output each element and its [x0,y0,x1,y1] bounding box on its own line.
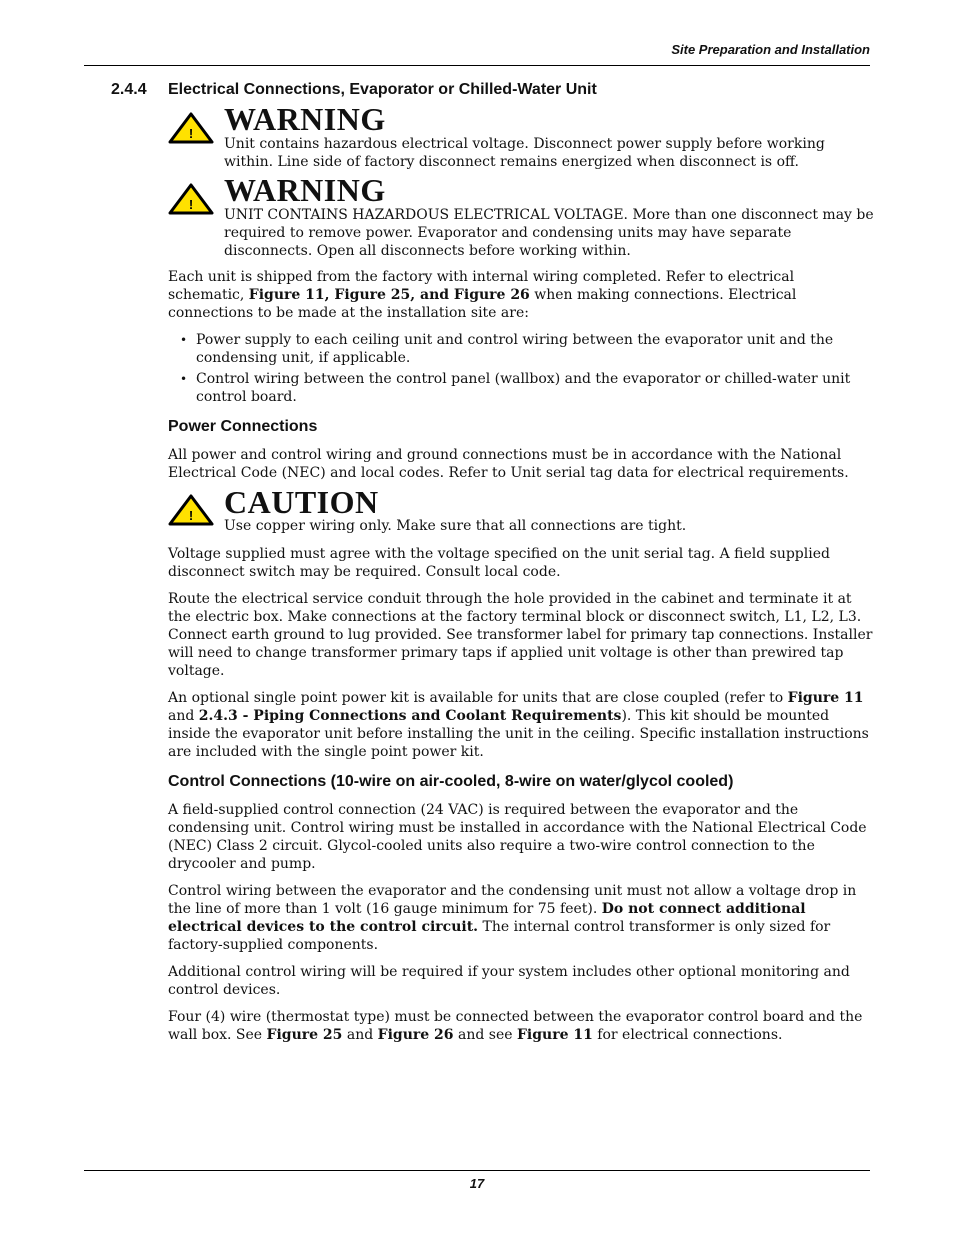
caution-text: Use copper wiring only. Make sure that all connections are tight. [224,518,687,534]
figure-reference: Figure 26 [377,1027,454,1043]
emphasis-text: Do not connect additional electrical devices to the control circuit. [168,901,806,935]
intro-paragraph: Each unit is shipped from the factory with internal wiring completed. Refer to electrical schematic, Figure 11, Figure 25, and Figure 26 when making connections. Electrical connections to be made at the installation site are: [168,269,797,321]
section-title: Electrical Connections, Evaporator or Chilled-Water Unit [168,81,597,98]
section-number: 2.4.4 [111,81,147,98]
alert-glyph: ! [188,508,194,523]
body-paragraph: An optional single point power kit is available for units that are close coupled (refer to Figure 11 and 2.4.3 - Piping Connections and Coolant Requirements). This kit should be mounted inside the evaporator unit before installing the unit in the ceiling. Specific installation instructions are included with the single point power kit. [168,690,869,760]
bullet-icon: • [180,372,188,386]
warning-triangle-icon [168,112,214,144]
footer-rule [84,1170,870,1171]
caution-triangle-icon [168,494,214,526]
running-header: Site Preparation and Installation [671,42,870,57]
section-heading [0,81,954,101]
body-paragraph: A field-supplied control connection (24 VAC) is required between the evaporator and the condensing unit. Control wiring must be installed in accordance with the National Electrical Code (NEC) Class 2 circuit. Glycol-cooled units also require a two-wire control connection to the drycooler and pump. [168,802,867,872]
bullet-icon: • [180,333,188,347]
warning-text: Unit contains hazardous electrical voltage. Disconnect power supply before working within. Line side of factory disconnect remains energized when disconnect is off. [224,136,825,170]
header-rule [84,65,870,66]
list-item: Power supply to each ceiling unit and control wiring between the evaporator unit and the condensing unit, if applicable. [196,332,834,366]
warning-heading: WARNING [224,172,386,208]
figure-reference: Figure 11, Figure 25, and Figure 26 [248,287,530,303]
alert-glyph: ! [188,126,194,141]
figure-reference: Figure 11 [787,690,864,706]
subheading-power: Power Connections [168,418,318,435]
body-paragraph: Control wiring between the evaporator and the condensing unit must not allow a voltage drop in the line of more than 1 volt (16 gauge minimum for 75 feet). Do not connect additional electrical devices to the control circuit. The internal control transformer is only sized for factory-supplied components. [168,883,857,953]
body-paragraph: Additional control wiring will be required if your system includes other optional monitoring and control devices. [168,964,850,998]
body-paragraph: All power and control wiring and ground connections must be in accordance with the National Electrical Code (NEC) and local codes. Refer to Unit serial tag data for electrical requirements. [168,447,849,481]
page-number: 17 [469,1176,485,1191]
warning-text: UNIT CONTAINS HAZARDOUS ELECTRICAL VOLTAGE. More than one disconnect may be required to remove power. Evaporator and condensing units may have separate disconnects. Open all disconnects before working within. [224,207,874,259]
caution-heading: CAUTION [224,484,379,520]
warning-heading: WARNING [224,101,386,137]
section-reference: 2.4.3 - Piping Connections and Coolant Requirements [198,708,622,724]
figure-reference: Figure 11 [516,1027,593,1043]
warning-triangle-icon [168,183,214,215]
body-paragraph: Voltage supplied must agree with the voltage specified on the unit serial tag. A field supplied disconnect switch may be required. Consult local code. [168,546,830,580]
figure-reference: Figure 25 [266,1027,343,1043]
list-item: Control wiring between the control panel (wallbox) and the evaporator or chilled-water unit control board. [196,371,851,405]
body-paragraph: Route the electrical service conduit through the hole provided in the cabinet and terminate it at the electric box. Make connections at the factory terminal block or disconnect switch, L1, L2, L3. Connect earth ground to lug provided. See transformer label for primary tap connections. Installer will need to change transformer primary taps if applied unit voltage is other than prewired tap voltage. [168,591,873,679]
subheading-control: Control Connections (10-wire on air-cooled, 8-wire on water/glycol cooled) [168,773,734,790]
alert-glyph: ! [188,197,194,212]
body-paragraph: Four (4) wire (thermostat type) must be connected between the evaporator control board and the wall box. See Figure 25 and Figure 26 and see Figure 11 for electrical connections. [168,1009,863,1043]
